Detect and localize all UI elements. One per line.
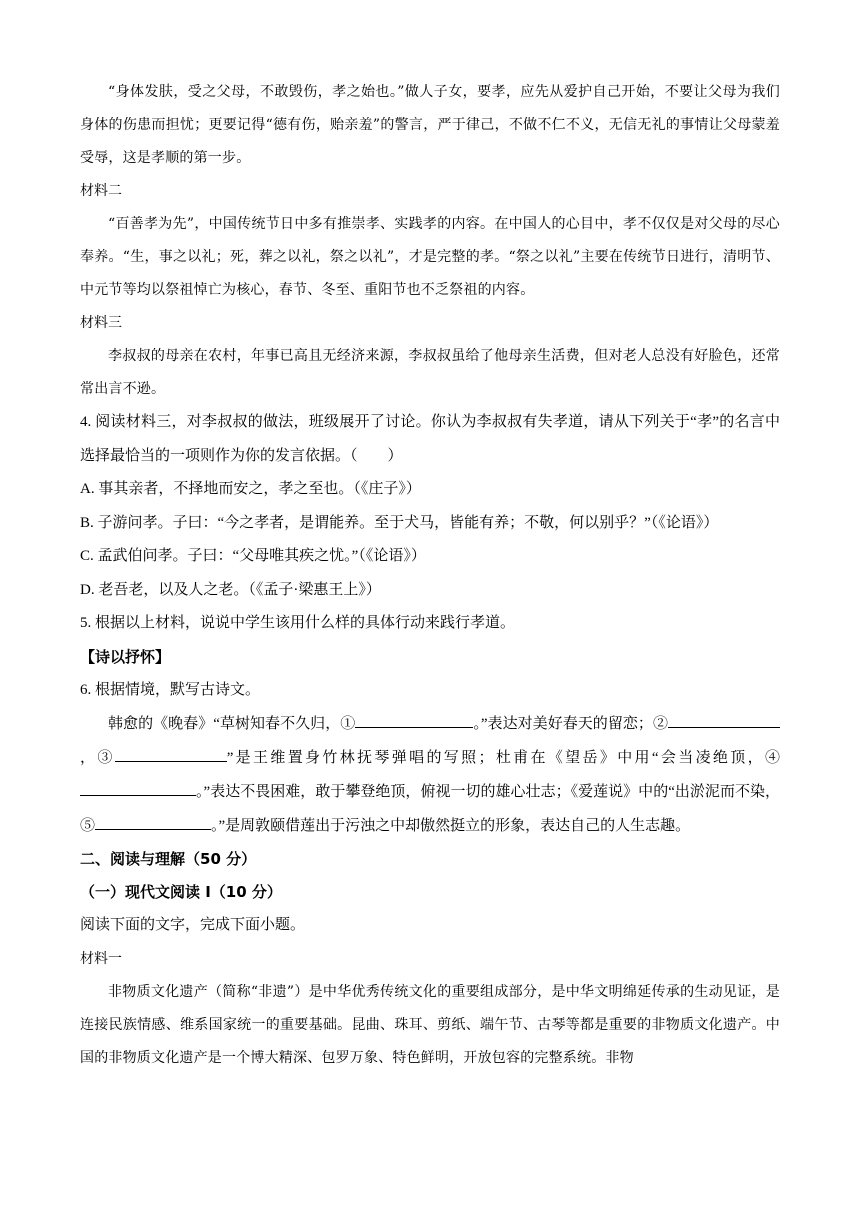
poem-section-heading: 【诗以抒怀】 [80, 647, 171, 666]
question-6: 6. 根据情境，默写古诗文。 [80, 681, 261, 698]
question-5: 5. 根据以上材料，说说中学生该用什么样的具体行动来践行孝道。 [80, 615, 516, 631]
blank-2[interactable] [668, 713, 780, 728]
blank-5[interactable] [95, 815, 211, 830]
blank-3[interactable] [115, 747, 227, 762]
poem-text-1: 韩愈的《晚春》“草树知春不久归，① [108, 716, 356, 732]
option-c[interactable]: C. 孟武伯问孝。子曰：“父母唯其疾之忧。”（《论语》） [80, 548, 426, 564]
poem-text-8: 。”是周敦颐借莲出于污浊之中却傲然挺立的形象，表达自己的人生志趣。 [211, 818, 691, 834]
poem-text-4: ③ [97, 750, 115, 766]
poem-text-2: 。”表达对美好春天的留恋；② [473, 716, 668, 732]
reading-instruction: 阅读下面的文字，完成下面小题。 [80, 917, 306, 933]
document-page [80, 76, 780, 1075]
poem-text-3: ， [80, 750, 98, 766]
material-two-paragraph: “百善孝为先”，中国传统节日中多有推崇孝、实践孝的内容。在中国人的心目中，孝不仅仅是对父母的尽心奉养。“生，事之以礼；死，葬之以礼，祭之以礼”，才是完整的孝。“祭之以礼”主要在传统节日进行，清明节、中元节等均以祭祖悼亡为核心，春节、冬至、重阳节也不乏祭祖的内容。 [80, 216, 780, 298]
poem-fill-paragraph [80, 707, 780, 843]
option-b[interactable]: B. 子游问孝。子曰：“今之孝者，是谓能养。至于犬马，皆能有养；不敬，何以别乎？”（《论语》） [80, 514, 719, 531]
material-three-paragraph: 李叔叔的母亲在农村，年事已高且无经济来源，李叔叔虽给了他母亲生活费，但对老人总没有好脸色，还常常出言不逊。 [80, 348, 780, 397]
poem-text-7: 。”表达不畏困难，敢于攀登绝顶，俯视一切的雄心壮志；《爱莲说》中的“出淤泥而不染，⑤ [80, 784, 780, 834]
blank-1[interactable] [355, 713, 473, 728]
intro-paragraph: “身体发肤，受之父母，不敢毁伤，孝之始也。”做人子女，要孝，应先从爱护自己开始，不要让父母为我们身体的伤患而担忧；更要记得“德有伤，贻亲羞”的警言，严于律己，不做不仁不义，无信无礼的事情让父母蒙羞受辱，这是孝顺的第一步。 [80, 84, 780, 166]
poem-text-6: ④ [764, 750, 780, 766]
question-4: 4. 阅读材料三，对李叔叔的做法，班级展开了讨论。你认为李叔叔有失孝道，请从下列关于“孝”的名言中选择最恰当的一项则作为你的发言依据。（ ） [80, 414, 780, 464]
material-one-label: 材料一 [80, 950, 122, 967]
blank-4[interactable] [80, 781, 196, 796]
material-one-paragraph: 非物质文化遗产（简称“非遗”）是中华优秀传统文化的重要组成部分，是中华文明绵延传承的生动见证，是连接民族情感、维系国家统一的重要基础。昆曲、珠耳、剪纸、端午节、古琴等都是重要的非物质文化遗产。中国的非物质文化遗产是一个博大精深、包罗万象、特色鲜明，开放包容的完整系统。非物 [80, 983, 780, 1066]
section-two-heading: 二、阅读与理解（50 分） [80, 850, 257, 868]
option-a[interactable]: A. 事其亲者，不择地而安之，孝之至也。（《庄子》） [80, 481, 421, 497]
option-d[interactable]: D. 老吾老，以及人之老。（《孟子·梁惠王上》） [80, 581, 381, 598]
subsection-one-heading: （一）现代文阅读 I（10 分） [80, 883, 282, 901]
poem-text-5: ”是王维置身竹林抚琴弹唱的写照；杜甫在《望岳》中用“会当凌绝顶， [226, 750, 765, 766]
material-two-label: 材料二 [80, 183, 122, 199]
material-three-label: 材料三 [80, 315, 122, 331]
